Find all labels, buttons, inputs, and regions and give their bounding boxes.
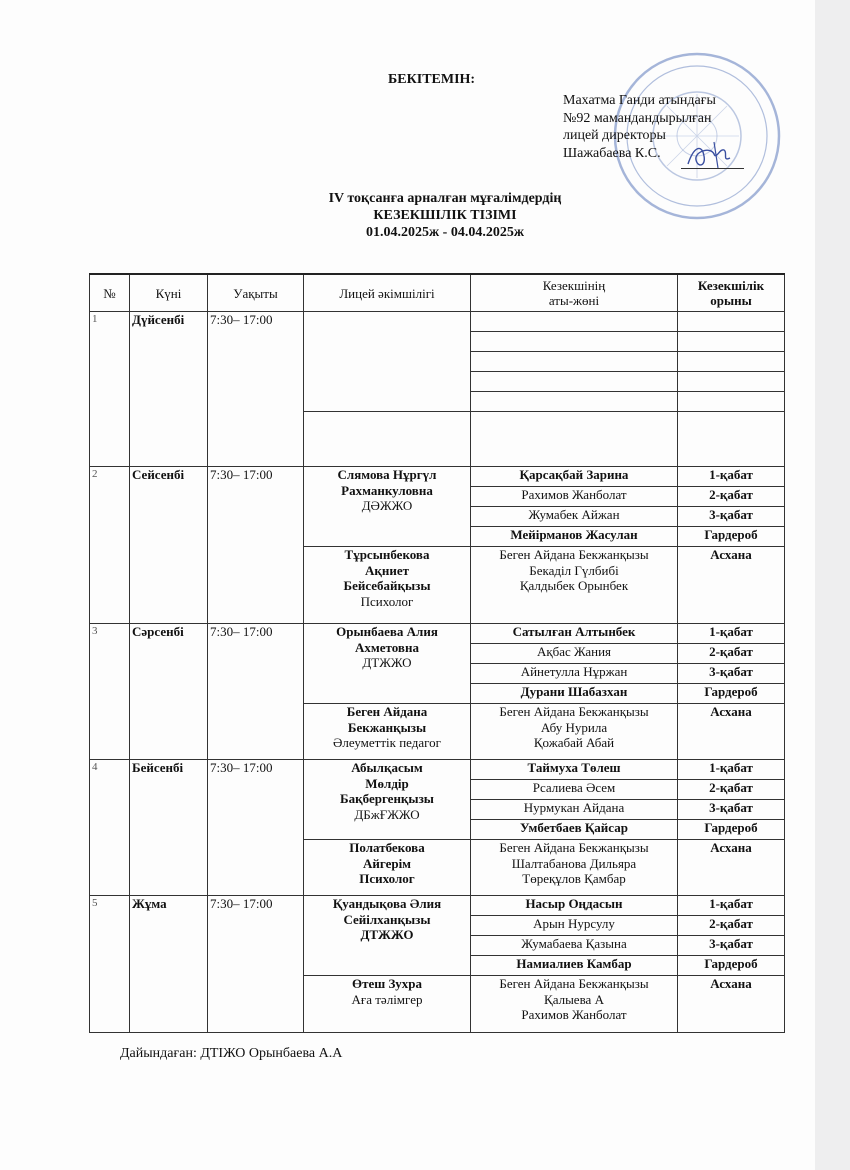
admin-role: ДТЖЖО	[362, 655, 412, 670]
duty-place: Гардероб	[678, 820, 785, 840]
title-line-3: 01.04.2025ж - 04.04.2025ж	[366, 225, 524, 240]
day-name: Бейсенбі	[130, 760, 208, 896]
col-header-place-l1: Кезекшілік	[697, 278, 765, 293]
director-name: Шажабаева К.С.	[563, 145, 661, 161]
admin-patronymic: Бейсебайқызы	[343, 578, 431, 593]
admin-cell	[304, 467, 471, 547]
canteen-name-2: Бекаділ Гүлбибі	[529, 562, 619, 578]
admin-name: Өтеш Зухра	[351, 976, 423, 991]
day-name: Жұма	[130, 896, 208, 1033]
duty-place: 2-қабат	[678, 780, 785, 800]
duty-place: Гардероб	[678, 956, 785, 976]
duty-name: Рахимов Жанболат	[471, 487, 678, 507]
col-header-place	[678, 274, 785, 312]
place-cell	[678, 312, 785, 332]
duty-name: Насыр Оңдасын	[471, 896, 678, 916]
duty-place: Асхана	[678, 704, 785, 760]
day-time: 7:30– 17:00	[208, 624, 304, 760]
day-num: 4	[90, 760, 130, 896]
canteen-duty	[471, 704, 678, 760]
approve-heading: БЕКІТЕМІН:	[388, 72, 476, 87]
duty-cell	[471, 352, 678, 372]
duty-place: Асхана	[678, 547, 785, 624]
canteen-name-3: Қалдыбек Орынбек	[519, 578, 629, 593]
table-row	[90, 896, 785, 916]
admin-role: ДӘЖЖО	[361, 498, 413, 513]
canteen-name-2: Шалтабанова Дильяра	[511, 855, 637, 871]
day-time: 7:30– 17:00	[208, 467, 304, 624]
admin-role: Әлеуметтік педагог	[333, 735, 441, 750]
admin-role: ДБжҒЖЖО	[354, 806, 420, 822]
duty-place: 3-қабат	[678, 800, 785, 820]
col-header-admin: Лицей әкімшілігі	[304, 274, 471, 312]
duty-cell	[471, 372, 678, 392]
admin-cell	[304, 704, 471, 760]
duty-place: 3-қабат	[678, 936, 785, 956]
admin-name: Беген Айдана	[346, 704, 428, 719]
duty-name: Рсалиева Әсем	[471, 780, 678, 800]
canteen-name-1: Беген Айдана Бекжанқызы	[499, 840, 649, 855]
duty-name: Жумабек Айжан	[471, 507, 678, 527]
admin-name: Слямова Нұргүл	[337, 467, 437, 482]
duty-name: Жумабаева Қазына	[471, 936, 678, 956]
title-line-2: КЕЗЕКШІЛІК ТІЗІМІ	[373, 208, 517, 223]
admin-cell	[304, 412, 471, 467]
admin-role: Аға тәлімгер	[351, 991, 423, 1007]
duty-name: Намиалиев Камбар	[471, 956, 678, 976]
admin-cell	[304, 896, 471, 976]
col-header-duty-l1: Кезекшінің	[542, 278, 606, 293]
day-num: 1	[90, 312, 130, 467]
day-time: 7:30– 17:00	[208, 896, 304, 1033]
admin-cell	[304, 760, 471, 840]
duty-name: Мейірманов Жасулан	[471, 527, 678, 547]
canteen-name-3: Төреқұлов Қамбар	[522, 871, 626, 886]
admin-role: Психолог	[360, 593, 414, 609]
duty-place: 3-қабат	[678, 664, 785, 684]
duty-cell	[471, 392, 678, 412]
duty-name: Нурмукан Айдана	[471, 800, 678, 820]
admin-patronymic: Ахметовна	[355, 639, 419, 655]
admin-name: Абылқасым	[351, 760, 423, 775]
admin-name-2: Ақниет	[364, 562, 409, 578]
admin-patronymic: Сейілханқызы	[343, 911, 431, 927]
duty-roster-table	[89, 273, 785, 1033]
page-edge	[815, 0, 850, 1170]
admin-cell	[304, 547, 471, 624]
day-num: 5	[90, 896, 130, 1033]
day-num: 2	[90, 467, 130, 624]
canteen-name-1: Беген Айдана Бекжанқызы	[499, 547, 649, 562]
admin-name: Орынбаева Алия	[336, 624, 438, 639]
admin-patronymic: Рахманкуловна	[341, 482, 433, 498]
admin-name: Қуандықова Әлия	[332, 896, 442, 911]
admin-cell	[304, 312, 471, 412]
day-time: 7:30– 17:00	[208, 312, 304, 467]
canteen-duty	[471, 840, 678, 896]
table-row	[90, 312, 785, 332]
duty-cell	[471, 312, 678, 332]
canteen-name-3: Қожабай Абай	[533, 735, 615, 750]
table-row	[90, 467, 785, 487]
col-header-place-l2: орыны	[710, 293, 752, 308]
place-cell	[678, 332, 785, 352]
duty-place: 1-қабат	[678, 760, 785, 780]
table-header-row	[90, 274, 785, 312]
duty-name: Қарсақбай Зарина	[471, 467, 678, 487]
duty-name: Сатылған Алтынбек	[471, 624, 678, 644]
duty-place: Гардероб	[678, 527, 785, 547]
admin-name: Тұрсынбекова	[344, 547, 430, 562]
admin-name: Полатбекова	[349, 840, 425, 855]
admin-patronymic: Бақбергенқызы	[340, 791, 434, 806]
admin-cell	[304, 840, 471, 896]
admin-role: Психолог	[359, 871, 415, 886]
place-cell	[678, 372, 785, 392]
director-line-3: лицей директоры	[563, 128, 666, 143]
title-line-1: IV тоқсанға арналған мұғалімдердің	[328, 191, 562, 206]
canteen-duty	[471, 976, 678, 1033]
canteen-name-2: Қалыева А	[544, 991, 604, 1007]
duty-cell	[471, 332, 678, 352]
duty-place: Гардероб	[678, 684, 785, 704]
director-line-2: №92 мамандандырылған	[563, 110, 712, 126]
duty-place: 2-қабат	[678, 487, 785, 507]
director-signature	[684, 138, 736, 172]
duty-name: Ақбас Жания	[471, 644, 678, 664]
canteen-name-3: Рахимов Жанболат	[521, 1007, 627, 1022]
duty-name: Айнетулла Нұржан	[471, 664, 678, 684]
director-line-1: Махатма Ганди атындағы	[563, 93, 716, 108]
duty-cell	[471, 412, 678, 467]
day-num: 3	[90, 624, 130, 760]
admin-name-2: Айгерім	[362, 855, 412, 871]
duty-place: 2-қабат	[678, 644, 785, 664]
duty-place: 2-қабат	[678, 916, 785, 936]
col-header-day: Күні	[130, 274, 208, 312]
col-header-num: №	[90, 274, 130, 312]
duty-name: Умбетбаев Қайсар	[471, 820, 678, 840]
duty-place: 1-қабат	[678, 467, 785, 487]
admin-patronymic: Бекжанқызы	[347, 719, 427, 735]
canteen-name-2: Абу Нурила	[540, 719, 608, 735]
day-name: Сейсенбі	[130, 467, 208, 624]
table-row	[90, 624, 785, 644]
admin-cell	[304, 624, 471, 704]
col-header-time: Уақыты	[208, 274, 304, 312]
duty-place: 1-қабат	[678, 896, 785, 916]
place-cell	[678, 392, 785, 412]
duty-place: Асхана	[678, 976, 785, 1033]
col-header-duty	[471, 274, 678, 312]
admin-name-2: Мөлдір	[365, 775, 409, 791]
day-name: Сәрсенбі	[130, 624, 208, 760]
prepared-by: Дайындаған: ДТІЖО Орынбаева А.А	[120, 1046, 343, 1061]
day-name: Дүйсенбі	[130, 312, 208, 467]
canteen-name-1: Беген Айдана Бекжанқызы	[499, 704, 649, 719]
place-cell	[678, 352, 785, 372]
admin-role: ДТЖЖО	[360, 927, 414, 942]
day-time: 7:30– 17:00	[208, 760, 304, 896]
col-header-duty-l2: аты-жөні	[548, 293, 600, 308]
canteen-duty	[471, 547, 678, 624]
duty-name: Арын Нурсулу	[471, 916, 678, 936]
admin-cell	[304, 976, 471, 1033]
table-row	[90, 760, 785, 780]
place-cell	[678, 412, 785, 467]
duty-place: 1-қабат	[678, 624, 785, 644]
duty-name: Дурани Шабазхан	[471, 684, 678, 704]
canteen-name-1: Беген Айдана Бекжанқызы	[499, 976, 649, 991]
document-title	[220, 190, 670, 241]
duty-name: Таймуха Төлеш	[471, 760, 678, 780]
duty-place: 3-қабат	[678, 507, 785, 527]
duty-place: Асхана	[678, 840, 785, 896]
